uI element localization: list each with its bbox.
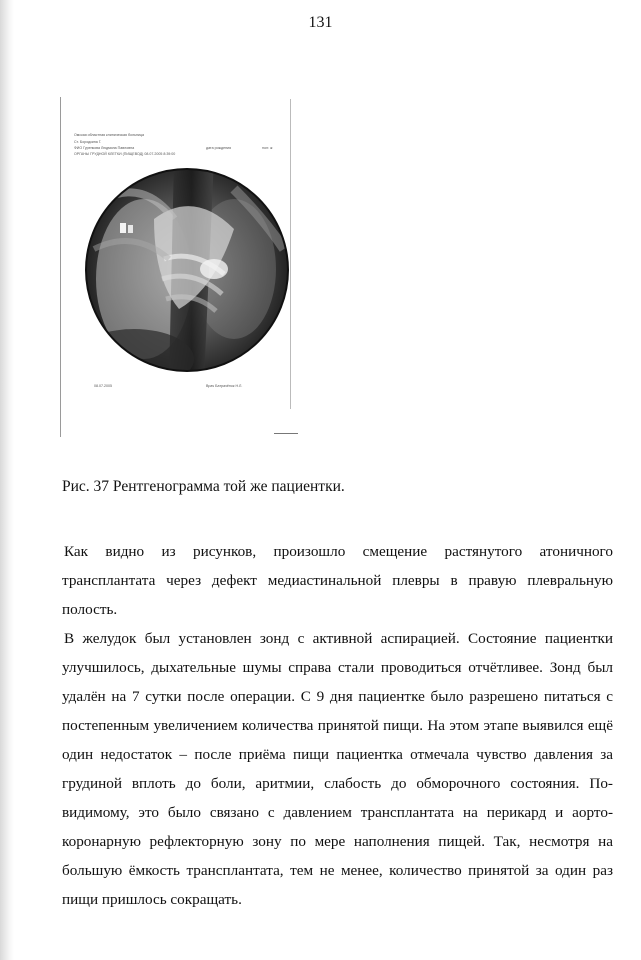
figure-bottom-mark bbox=[274, 433, 298, 434]
scan-edge-shadow bbox=[0, 0, 14, 960]
xray-figure bbox=[60, 97, 298, 441]
figure-caption: Рис. 37 Рентгенограмма той же пациентки. bbox=[62, 478, 345, 495]
xray-header-line-1: Омская областная клиническая больница bbox=[74, 133, 144, 137]
xray-header-line-3: ФИО Гуренкова Людмила Павловна bbox=[74, 146, 135, 150]
xray-header-sex: пол: ж bbox=[262, 146, 273, 150]
xray-header-birthdate: дата рождения bbox=[206, 146, 232, 150]
paragraph-2-text: В желудок был установлен зонд с активной аспирацией. Состояние пациентки улучшилось, дыхательные шумы справа стали проводиться отчётливее. Зонд был удалён на 7 сутки после операции. С 9 дня пациентке было разрешено питаться с постепенным увеличением количества принятой пищи. На этом этапе выявился ещё один недостаток – после приёма пищи пациентка отмечала чувство давления за грудиной вплоть до боли, аритмии, слабость до обморочного состояния. По-видимому, это было связано с давлением трансплантата на перикард и аорто-коронарную рефлекторную зону по мере наполнения пищей. Так, несмотря на большую ёмкость трансплантата, тем не менее, количество принятой за один раз пищи пришлось сокращать. bbox=[62, 630, 613, 908]
xray-image bbox=[84, 159, 290, 381]
paragraph-2 bbox=[62, 624, 613, 914]
paragraph-1-text: Как видно из рисунков, произошло смещение растянутого атоничного трансплантата через дефект медиастинальной плевры в правую плевральную полость. bbox=[62, 543, 613, 618]
paragraph-1 bbox=[62, 537, 613, 624]
page-number: 131 bbox=[308, 14, 333, 31]
xray-header-line-4: ОРГАНЫ ГРУДНОЙ КЛЕТКИ (ПИЩЕВОД) 08.07.2005 8:39:00 bbox=[74, 152, 176, 156]
xray-footer-doctor: Врач Батрачёнок Н.Л. bbox=[206, 384, 243, 388]
xray-header-line-2: Ст. Бородкина Г. bbox=[74, 140, 102, 144]
xray-footer-date: 08.07.2005 bbox=[94, 384, 112, 388]
figure-left-border bbox=[60, 97, 61, 437]
xray-printout bbox=[66, 99, 291, 409]
